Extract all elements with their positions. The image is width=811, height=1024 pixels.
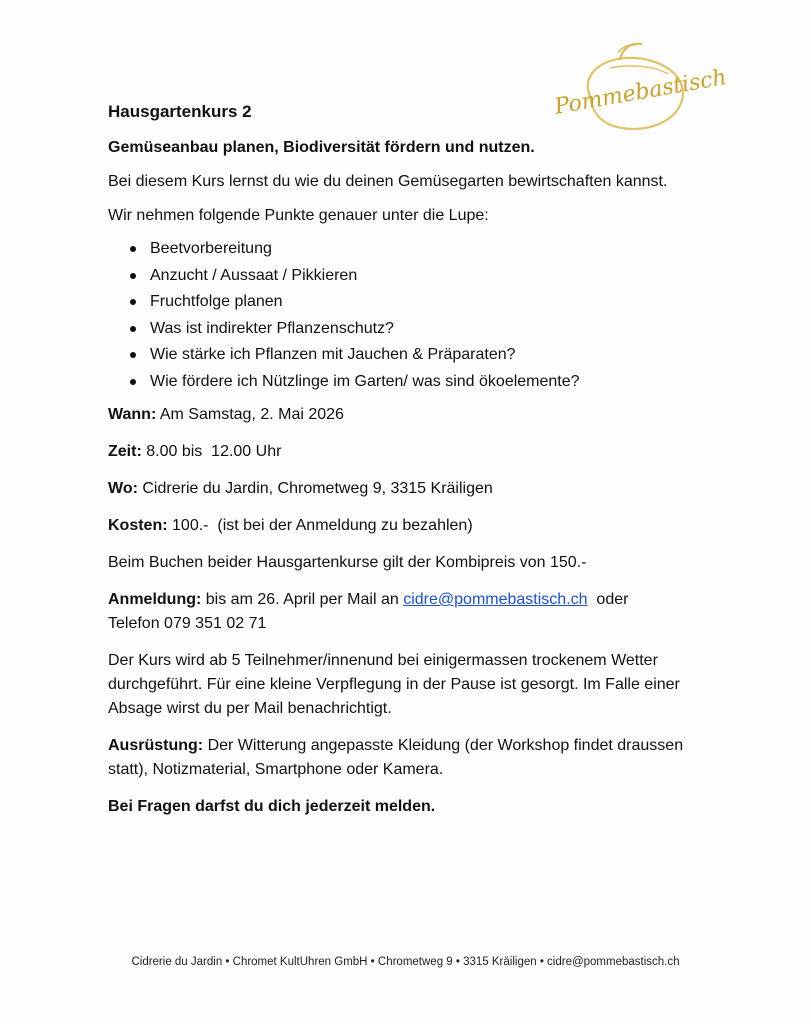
bullet-icon (130, 299, 136, 305)
kosten-line (108, 514, 708, 538)
list-item: Wie stärke ich Pflanzen mit Jauchen & Präparaten? (150, 342, 708, 369)
topics-list (108, 236, 708, 395)
ausruestung-value: Der Witterung angepasste Kleidung (der Workshop findet draussen statt), Notizmaterial, Smartphone oder Kamera. (108, 737, 684, 778)
email-link[interactable]: cidre@pommebastisch.ch (403, 591, 588, 608)
bullet-icon (130, 379, 136, 385)
logo-text: Pommebastisch (552, 65, 729, 120)
wo-value: Cidrerie du Jardin, Chrometweg 9, 3315 Kräiligen (142, 480, 493, 497)
anmeldung-label: Anmeldung: (108, 591, 202, 608)
anmeldung-oder: oder (596, 591, 629, 608)
wann-value: Am Samstag, 2. Mai 2026 (159, 406, 344, 423)
wann-line (108, 403, 708, 427)
list-item: Fruchtfolge planen (150, 289, 708, 316)
lead-text: Wir nehmen folgende Punkte genauer unter die Lupe: (108, 207, 489, 224)
zeit-label: Zeit: (108, 443, 142, 460)
list-item: Beetvorbereitung (150, 236, 708, 263)
bullet-icon (130, 326, 136, 332)
ausruestung-label: Ausrüstung: (108, 737, 204, 754)
bullet-icon (130, 273, 136, 279)
bullet-icon (130, 246, 136, 252)
anmeldung-phone: Telefon 079 351 02 71 (108, 615, 267, 632)
document-body (108, 100, 708, 829)
list-item: Anzucht / Aussaat / Pikkieren (150, 263, 708, 290)
document-subtitle: Gemüseanbau planen, Biodiversität fördern und nutzen. (108, 139, 535, 156)
zeit-value: 8.00 bis 12.00 Uhr (146, 443, 282, 460)
durchfuehrung-text: Der Kurs wird ab 5 Teilnehmer/innenund bei einigermassen trockenem Wetter durchgeführt. Für eine kleine Verpflegung in der Pause ist gesorgt. Im Falle einer Absage wirst du per Mail benachrichtigt. (108, 652, 680, 717)
intro-text: Bei diesem Kurs lernst du wie du deinen Gemüsegarten bewirtschaften kannst. (108, 173, 668, 190)
closing-text: Bei Fragen darfst du dich jederzeit melden. (108, 798, 436, 815)
kosten-value: 100.- (ist bei der Anmeldung zu bezahlen) (172, 517, 473, 534)
list-item: Wie fördere ich Nützlinge im Garten/ was sind ökoelemente? (150, 369, 708, 396)
kombipreis-text: Beim Buchen beider Hausgartenkurse gilt der Kombipreis von 150.- (108, 554, 587, 571)
list-item: Was ist indirekter Pflanzenschutz? (150, 316, 708, 343)
wo-line (108, 477, 708, 501)
wo-label: Wo: (108, 480, 138, 497)
anmeldung-text: bis am 26. April per Mail an (205, 591, 399, 608)
kosten-label: Kosten: (108, 517, 168, 534)
page-footer: Cidrerie du Jardin • Chromet KultUhren GmbH • Chrometweg 9 • 3315 Kräiligen • cidre@pommebastisch.ch (131, 956, 680, 968)
zeit-line (108, 440, 708, 464)
document-title: Hausgartenkurs 2 (108, 102, 252, 121)
bullet-icon (130, 352, 136, 358)
wann-label: Wann: (108, 406, 157, 423)
ausruestung-line (108, 734, 708, 782)
anmeldung-line (108, 588, 708, 636)
